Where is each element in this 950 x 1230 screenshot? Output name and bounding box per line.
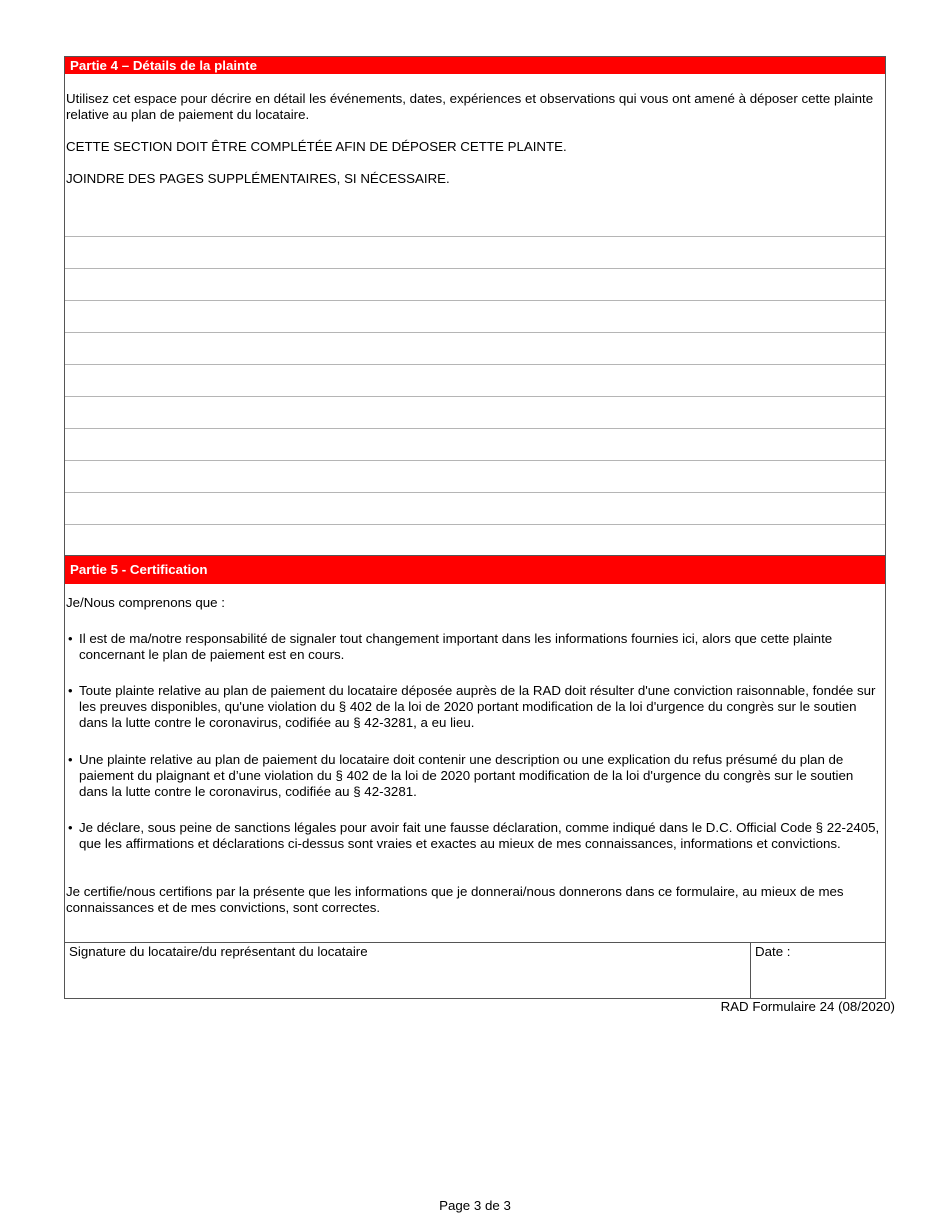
bullet-text: Je déclare, sous peine de sanctions légales pour avoir fait une fausse déclaration, comme indiqué dans le D.C. Official Code § 22-2405, que les affirmations et déclarations ci-dessus sont vraies et exactes au mieux de mes connaissances, informations et convictions. (79, 820, 880, 851)
certification-bullet (66, 683, 881, 731)
certification-bullet (66, 820, 881, 852)
certification-statement: Je certifie/nous certifions par la présente que les informations que je donnerai/nous donnerons dans ce formulaire, au mieux de mes connaissances et de mes convictions, sont correctes. (66, 884, 844, 915)
signature-field[interactable] (65, 943, 751, 999)
writing-line-6[interactable] (65, 396, 885, 397)
bullet-text: Il est de ma/notre responsabilité de signaler tout changement important dans les informations fournies ici, alors que cette plainte concernant le plan de paiement est en cours. (79, 631, 833, 662)
part5-header: Partie 5 - Certification (65, 556, 885, 584)
bullet-text: Une plainte relative au plan de paiement du locataire doit contenir une description ou une explication du refus présumé du plan de paiement du plaignant et d’une violation du § 402 de la loi de 2020 portant modification de la loi d'urgence du congrès sur le soutien dans la lutte contre le coronavirus, codifiée au § 42-3281. (79, 752, 854, 799)
bullet-marker: • (68, 631, 73, 646)
part4-section (64, 56, 886, 556)
signature-row (65, 942, 885, 999)
part5-intro: Je/Nous comprenons que : (66, 595, 225, 610)
part4-attach-notice: JOINDRE DES PAGES SUPPLÉMENTAIRES, SI NÉCESSAIRE. (66, 171, 450, 186)
writing-line-4[interactable] (65, 332, 885, 333)
signature-label: Signature du locataire/du représentant du locataire (69, 944, 368, 959)
form-identifier: RAD Formulaire 24 (08/2020) (720, 999, 895, 1014)
writing-line-2[interactable] (65, 268, 885, 269)
writing-line-9[interactable] (65, 492, 885, 493)
writing-line-10[interactable] (65, 524, 885, 525)
certification-bullet (66, 631, 881, 663)
bullet-text: Toute plainte relative au plan de paiement du locataire déposée auprès de la RAD doit résulter d'une conviction raisonnable, fondée sur les preuves disponibles, qu'une violation du § 402 de la loi de 2020 portant modification de la loi d'urgence du congrès sur le soutien dans la lutte contre le coronavirus, codifiée au § 42-3281, a eu lieu. (79, 683, 876, 730)
part4-header: Partie 4 – Détails de la plainte (65, 57, 885, 74)
writing-line-1[interactable] (65, 236, 885, 237)
part4-intro: Utilisez cet espace pour décrire en détail les événements, dates, expériences et observations qui vous ont amené à déposer cette plainte relative au plan de paiement du locataire. (66, 91, 874, 122)
writing-line-5[interactable] (65, 364, 885, 365)
part4-required-notice: CETTE SECTION DOIT ÊTRE COMPLÉTÉE AFIN DE DÉPOSER CETTE PLAINTE. (66, 139, 567, 154)
date-field[interactable] (751, 943, 885, 999)
bullet-marker: • (68, 820, 73, 835)
writing-line-8[interactable] (65, 460, 885, 461)
bullet-marker: • (68, 683, 73, 698)
date-label: Date : (755, 944, 791, 959)
writing-line-7[interactable] (65, 428, 885, 429)
certification-bullet (66, 752, 881, 800)
bullet-marker: • (68, 752, 73, 767)
part5-section (64, 556, 886, 999)
page-number: Page 3 de 3 (439, 1198, 511, 1213)
writing-line-3[interactable] (65, 300, 885, 301)
